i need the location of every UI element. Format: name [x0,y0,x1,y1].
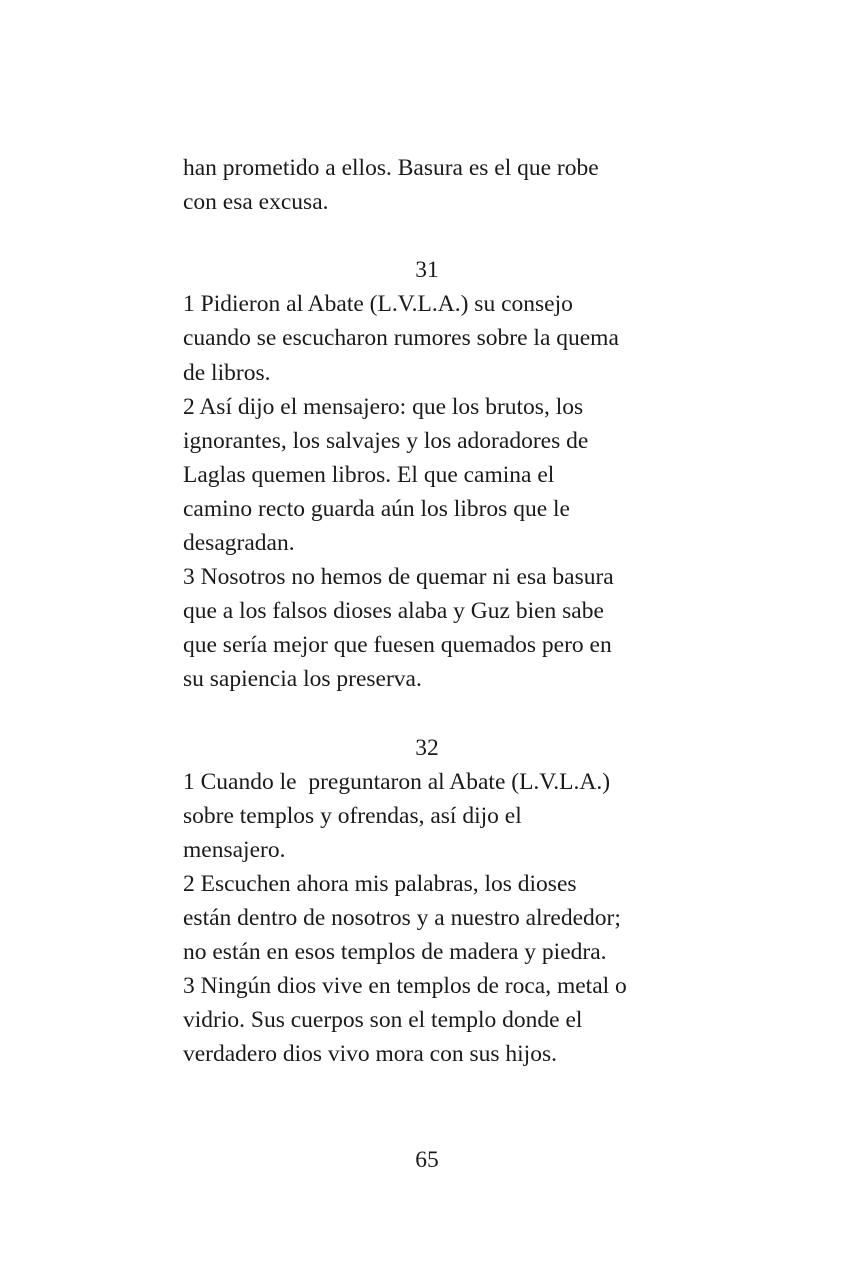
verse-line: mensajero. [183,836,286,863]
text-line: con esa excusa. [183,189,329,216]
verse-line: camino recto guarda aún los libros que le [183,495,570,522]
text-line: han prometido a ellos. Basura es el que robe [183,155,599,181]
verse-line: que a los falsos dioses alaba y Guz bien sabe [183,598,604,625]
blank-line [183,697,683,731]
verse-line: 2 Así dijo el mensajero: que los brutos, los [183,393,584,420]
verse-line: vidrio. Sus cuerpos son el templo donde el [183,1007,583,1034]
verse-line: 3 Ningún dios vive en templos de roca, metal o [183,973,627,1000]
verse-line: 1 Pidieron al Abate (L.V.L.A.) su consejo [183,291,573,318]
verse-line: 1 Cuando le preguntaron al Abate (L.V.L.A.) [183,768,611,795]
verse-line: su sapiencia los preserva. [183,666,422,693]
verse-line: están dentro de nosotros y a nuestro alrededor; [183,905,621,932]
continuation-paragraph [183,151,683,219]
chapter-number: 32 [415,734,439,761]
chapter-31 [183,253,683,696]
verse-line: 2 Escuchen ahora mis palabras, los dioses [183,870,577,897]
chapter-32 [183,731,683,1072]
blank-line [183,219,683,253]
verse-line: ignorantes, los salvajes y los adoradores de [183,427,589,454]
verse-line: que sería mejor que fuesen quemados pero en [183,632,612,659]
verse-line: cuando se escucharon rumores sobre la quema [183,325,619,352]
verse-line: sobre templos y ofrendas, así dijo el [183,802,522,829]
verse-line: Laglas quemen libros. El que camina el [183,461,555,488]
verse-line: 3 Nosotros no hemos de quemar ni esa basura [183,564,614,591]
chapter-number: 31 [415,257,439,284]
page-number: 65 [415,1147,439,1173]
page-body [183,151,683,1072]
verse-line: verdadero dios vivo mora con sus hijos. [183,1041,557,1068]
verse-line: no están en esos templos de madera y piedra. [183,939,607,966]
verse-line: desagradan. [183,530,295,557]
verse-line: de libros. [183,359,271,386]
